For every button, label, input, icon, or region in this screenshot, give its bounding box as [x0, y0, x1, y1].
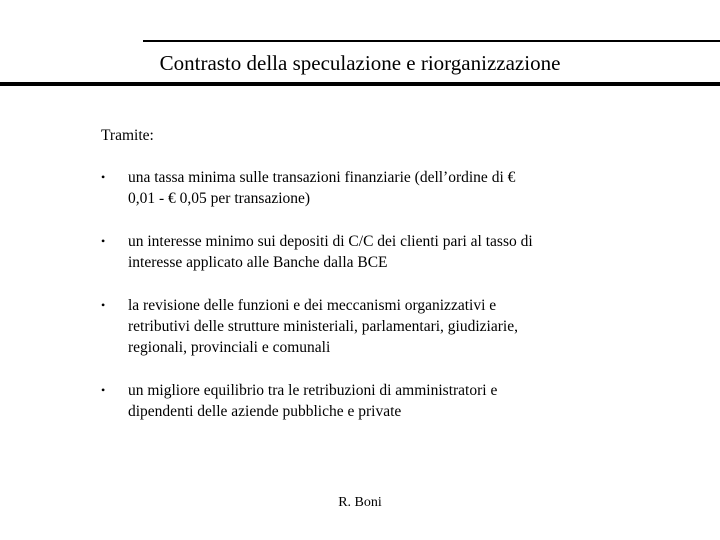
- bullet-list: [101, 167, 661, 444]
- bullet-text: la revisione delle funzioni e dei meccanismi organizzativi e retributivi delle strutture ministeriali, parlamentari, giudiziarie, regionali, provinciali e comunali: [128, 297, 518, 356]
- title-rule-bottom: [0, 82, 720, 86]
- list-item: [101, 295, 661, 358]
- footer-author: R. Boni: [338, 495, 382, 510]
- intro-text: Tramite:: [101, 127, 154, 144]
- list-item: [101, 231, 661, 273]
- bullet-text: una tassa minima sulle transazioni finanziarie (dell’ordine di € 0,01 - € 0,05 per transazione): [128, 169, 516, 207]
- bullet-text: un migliore equilibrio tra le retribuzioni di amministratori e dipendenti delle aziende pubbliche e private: [128, 382, 498, 420]
- slide-title: Contrasto della speculazione e riorganizzazione: [159, 51, 561, 75]
- list-item: [101, 380, 661, 422]
- bullet-icon: •: [101, 234, 106, 248]
- title-rule-top: [143, 40, 720, 42]
- bullet-icon: •: [101, 298, 106, 312]
- list-item: [101, 167, 661, 209]
- bullet-icon: •: [101, 383, 106, 397]
- bullet-icon: •: [101, 170, 106, 184]
- bullet-text: un interesse minimo sui depositi di C/C dei clienti pari al tasso di interesse applicato alle Banche dalla BCE: [128, 233, 533, 271]
